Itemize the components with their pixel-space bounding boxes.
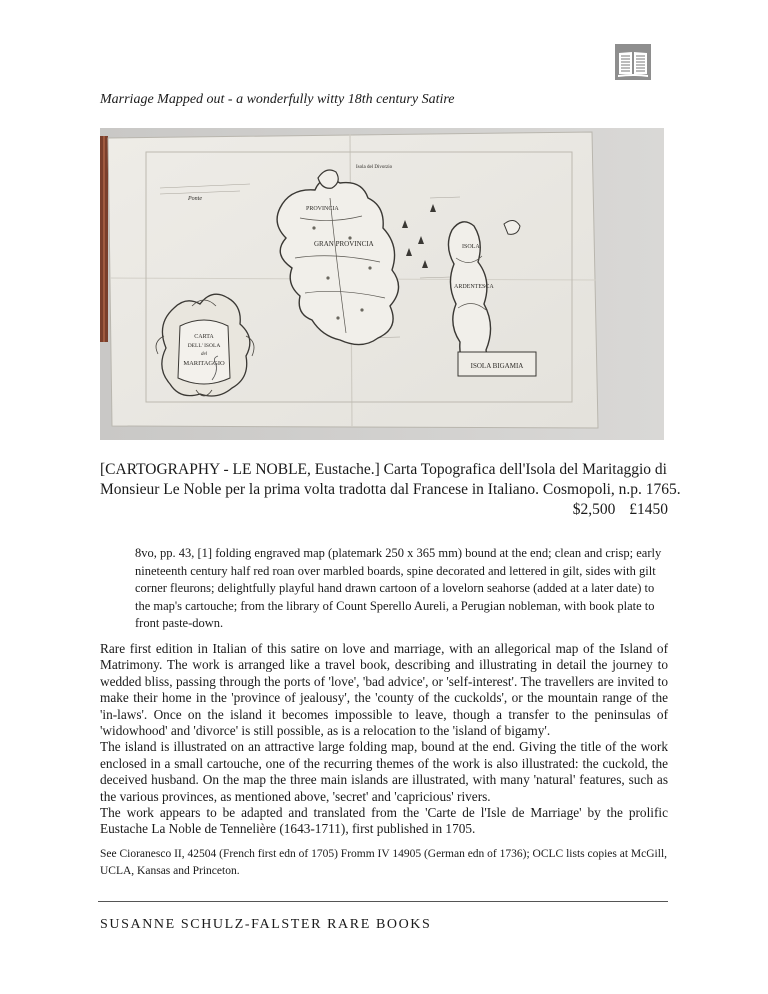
price-usd: $2,500	[572, 501, 616, 518]
cartouche-line-3: del	[200, 352, 208, 357]
description-paragraph: The work appears to be adapted and translated from the 'Carte de l'Isle de Marriage' by the prolific Eustache La Noble de Tennelière (1643-1711), first published in 1705.	[100, 805, 668, 837]
map-label-ardentesca: ARDENTESCA	[454, 284, 494, 290]
cartouche-line-2: DELL' ISOLA	[187, 343, 221, 349]
map-label-isola: ISOLA	[462, 244, 480, 250]
book-icon	[615, 44, 651, 80]
entry-title	[100, 460, 681, 520]
title-line-1: [CARTOGRAPHY - LE NOBLE, Eustache.] Carta Topografica dell'Isola del Maritaggio di	[100, 461, 667, 478]
price-gbp: £1450	[629, 501, 668, 518]
map-photograph	[100, 128, 664, 440]
price-line	[100, 500, 668, 520]
map-label-ponte: Ponte	[188, 196, 202, 202]
description	[100, 641, 668, 838]
references: See Cioranesco II, 42504 (French first edn of 1705) Fromm IV 14905 (German edn of 1736); OCLC lists copies at McGill, UCLA, Kansas and Princeton.	[100, 848, 668, 877]
footer-divider	[98, 901, 668, 902]
title-line-2: Monsieur Le Noble per la prima volta tradotta dal Francese in Italiano. Cosmopoli, n.p. 1765.	[100, 481, 681, 498]
map-label-gran-provincia: GRAN PROVINCIA	[314, 240, 374, 248]
map-label-bigamia: ISOLA BIGAMIA	[470, 362, 524, 370]
cartouche-line-1: CARTA	[194, 334, 214, 340]
description-paragraph: Rare first edition in Italian of this satire on love and marriage, with an allegorical map of the Island of Matrimony. The work is arranged like a travel book, describing and illustrating in detail the journey to wedded bliss, passing through the ports of 'love', 'bad advice', or 'self-interest'. The travellers are invited to make their home in the 'province of jealousy', the 'county of the cuckolds', or the mountain range of the 'in-laws'. Once on the island it becomes impossible to leave, though a transfer to the peninsulas of 'widowhood' and 'divorce' is still possible, as is a relocation to the 'island of bigamy'.	[100, 641, 668, 739]
collation: 8vo, pp. 43, [1] folding engraved map (platemark 250 x 365 mm) bound at the end; clean and crisp; early nineteenth century half red roan over marbled boards, spine decorated and lettered in gilt, sides with gilt corner fleurons; delightfully playful hand drawn cartoon of a lovelorn seahorse (added at a later date) to the map's cartouche; from the library of Count Sperello Aureli, a Perugian nobleman, with book plate to front paste-down.	[135, 546, 662, 630]
map-label-provincia: PROVINCIA	[306, 206, 339, 212]
footer-dealer-name: SUSANNE SCHULZ-FALSTER RARE BOOKS	[100, 917, 432, 932]
headline: Marriage Mapped out - a wonderfully witty 18th century Satire	[100, 92, 455, 107]
map-label-divorzio: Isola del Divorzio	[356, 165, 393, 170]
cartouche-line-4: MARITAGGIO	[183, 360, 225, 367]
description-paragraph: The island is illustrated on an attractive large folding map, bound at the end. Giving the title of the work enclosed in a small cartouche, one of the recurring themes of the work is also illustrated: the cuckold, the deceived husband. On the map the three main islands are illustrated, with many 'natural' features, such as the various provinces, as mentioned above, 'secret' and 'capricious' rivers.	[100, 739, 668, 804]
